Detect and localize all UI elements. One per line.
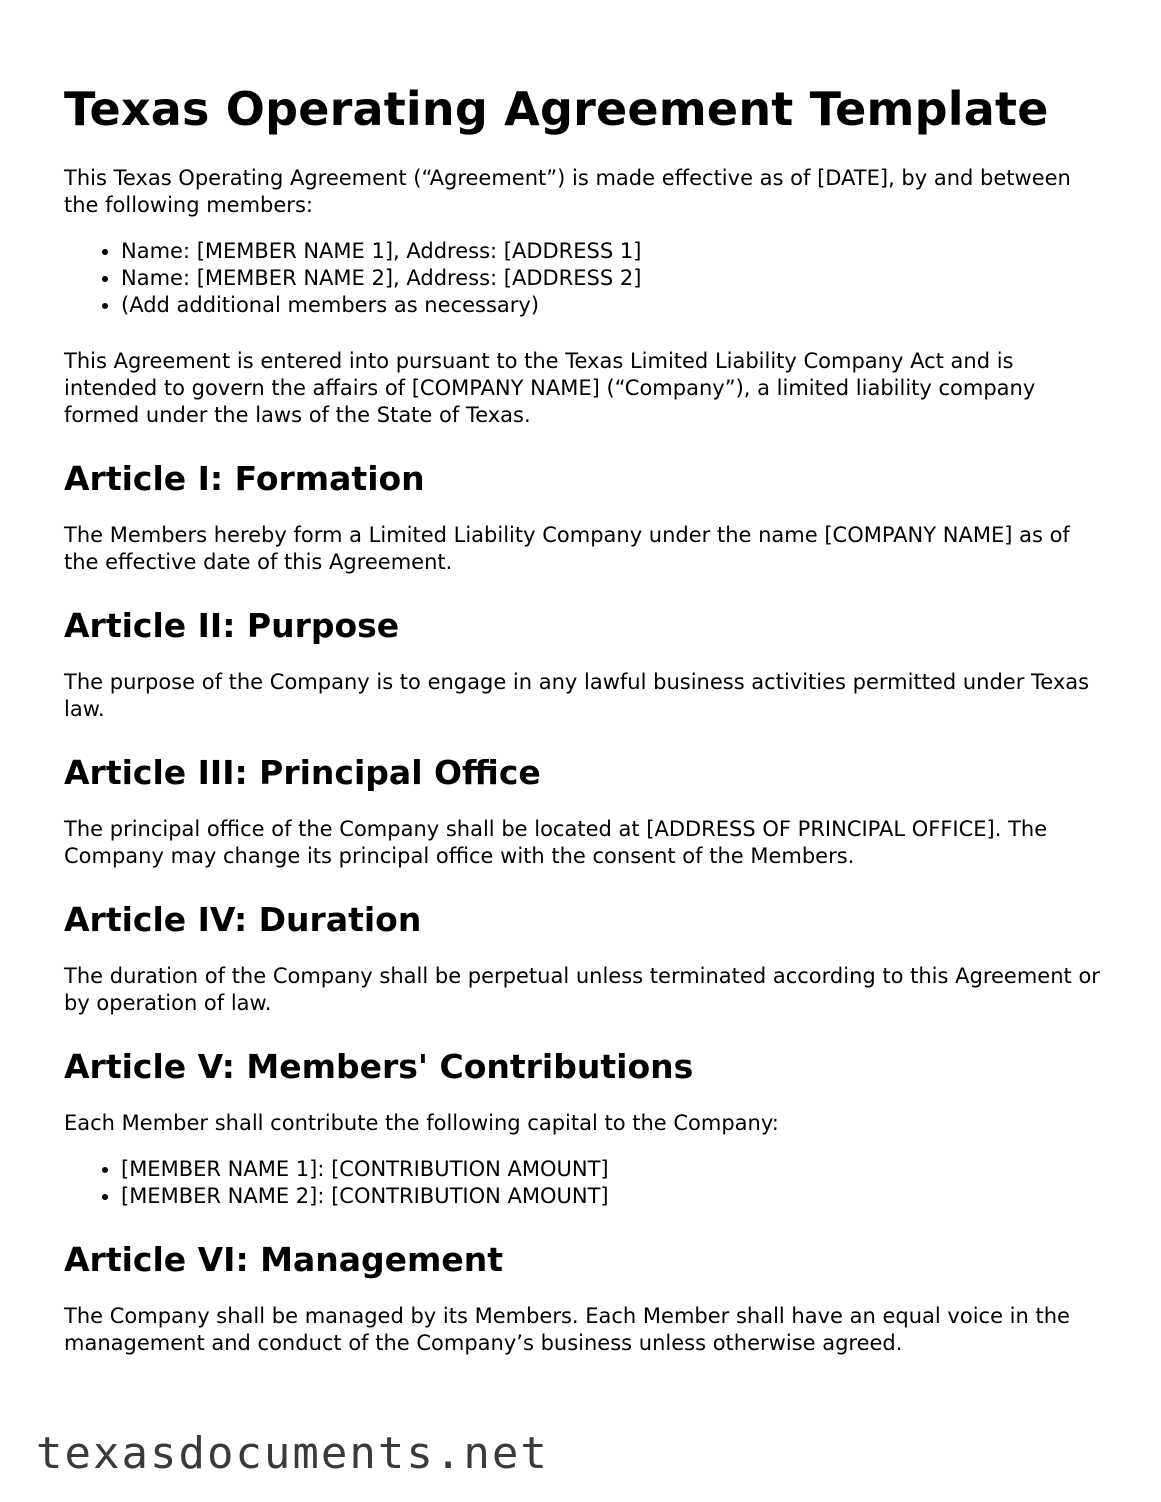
- intro-paragraph: This Texas Operating Agreement (“Agreement”) is made effective as of [DATE], by and between the following members:: [64, 166, 1071, 217]
- preamble-paragraph: This Agreement is entered into pursuant to the Texas Limited Liability Company Act and is intended to govern the affairs of [COMPANY NAME] (“Company”), a limited liability company formed under the laws of the State of Texas.: [64, 349, 1036, 427]
- document-page: [64, 78, 1109, 1386]
- list-item: • [MEMBER NAME 2]: [CONTRIBUTION AMOUNT]: [121, 1183, 1109, 1210]
- list-item: • Name: [MEMBER NAME 2], Address: [ADDRESS 2]: [121, 265, 1109, 292]
- list-item: • (Add additional members as necessary): [121, 292, 1109, 319]
- article-text: The principal office of the Company shall be located at [ADDRESS OF PRINCIPAL OFFICE]. The Company may change its principal office with the consent of the Members.: [64, 817, 1048, 868]
- article-text: The Company shall be managed by its Members. Each Member shall have an equal voice in the management and conduct of the Company’s business unless otherwise agreed.: [64, 1304, 1070, 1355]
- list-item: • [MEMBER NAME 1]: [CONTRIBUTION AMOUNT]: [121, 1156, 1109, 1183]
- article-heading: Article I: Formation: [64, 459, 425, 498]
- article-heading: Article V: Members' Contributions: [64, 1047, 694, 1086]
- contributions-list: [64, 1156, 1109, 1210]
- members-list: [64, 238, 1109, 319]
- article-text: The duration of the Company shall be perpetual unless terminated according to this Agreement or by operation of law.: [64, 964, 1100, 1015]
- article-text: Each Member shall contribute the following capital to the Company:: [64, 1111, 779, 1135]
- article-text: The purpose of the Company is to engage in any lawful business activities permitted under Texas law.: [64, 670, 1090, 721]
- article-heading: Article IV: Duration: [64, 900, 422, 939]
- watermark-text: texasdocuments.net: [36, 1428, 549, 1479]
- list-item: • Name: [MEMBER NAME 1], Address: [ADDRESS 1]: [121, 238, 1109, 265]
- article-heading: Article II: Purpose: [64, 606, 400, 645]
- article-text: The Members hereby form a Limited Liability Company under the name [COMPANY NAME] as of the effective date of this Agreement.: [64, 523, 1070, 574]
- article-heading: Article III: Principal Office: [64, 753, 541, 792]
- document-title: Texas Operating Agreement Template: [64, 82, 1049, 136]
- article-heading: Article VI: Management: [64, 1240, 504, 1279]
